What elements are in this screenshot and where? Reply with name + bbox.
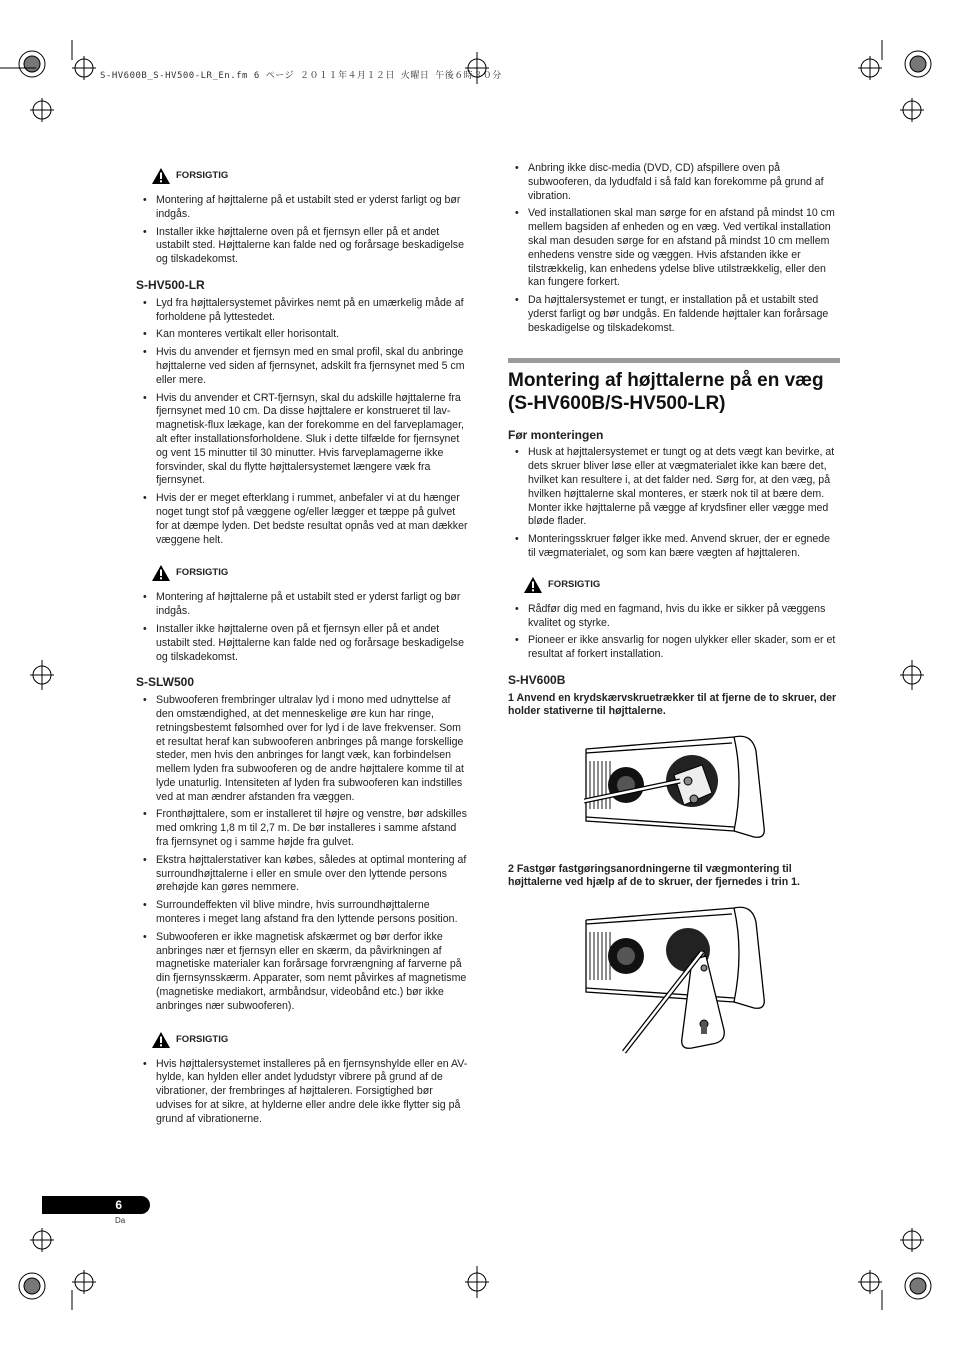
- list-item: • Lyd fra højttalersystemet påvirkes nemt på en umærkelig måde af forholdene på lyttestedet.: [136, 297, 468, 325]
- caution-heading: [524, 577, 840, 593]
- list-item: • Rådfør dig med en fagmand, hvis du ikke er sikker på væggens kvalitet og styrke.: [508, 603, 840, 631]
- list-item: • Fronthøjttalere, som er installeret til højre og venstre, bør adskilles med omkring 1,8 m til 2,7 m. De bør installeres i samme afstand fra fjernsynet og i samme højde fra gulvet.: [136, 808, 468, 849]
- list-item: • Montering af højttalerne på et ustabilt sted er yderst farligt og bør indgås.: [136, 591, 468, 619]
- bullet-list: [136, 297, 468, 548]
- section-title-line: (S-HV600B/S-HV500-LR): [508, 392, 726, 414]
- caution-list: [136, 591, 468, 664]
- step-1: 1 Anvend en krydskærvskruetrækker til at fjerne de to skruer, der holder stativerne til højttalerne.: [508, 691, 837, 718]
- section-heading: S-SLW500: [136, 675, 195, 690]
- list-item: • Husk at højttalersystemet er tungt og at dets vægt kan bevirke, at dets skruer bliver løse eller at vægmaterialet ikke kan bære det, hvilket kan resultere i, at det falder ned. Sørg for, at den væg, på hvilken højttalerne skal monteres, er stærk nok til at bære dem. Monter ikke højttalerne på vægge af krydsfiner eller vægge med bløde flader.: [508, 446, 840, 529]
- caution-list: [508, 603, 840, 662]
- caution-heading: [152, 168, 468, 184]
- caution-label: FORSIGTIG: [176, 567, 229, 579]
- list-item: • Hvis du anvender et fjernsyn med en smal profil, skal du anbringe højttalerne ved siden af fjernsynet, adskilt fra fjernsynet med 5 cm eller mere.: [136, 346, 468, 387]
- list-item: • Installer ikke højttalerne oven på et fjernsyn eller på et andet ustabilt sted. Højttalerne kan falde ned og forårsage beskadigelse og tilskadekomst.: [136, 623, 468, 664]
- wall-bracket-attach-illustration: [584, 902, 766, 1062]
- section-rule: [508, 358, 840, 363]
- caution-label: FORSIGTIG: [548, 578, 601, 590]
- caution-label: FORSIGTIG: [176, 1033, 229, 1045]
- left-column: [136, 168, 468, 1139]
- caution-heading: [152, 565, 468, 581]
- list-item: • Monteringsskruer følger ikke med. Anvend skruer, der er egnede til vægmaterialet, og som kan bære vægten af højttaleren.: [508, 533, 840, 561]
- section-heading: Før monteringen: [508, 427, 604, 442]
- list-item: • Subwooferen er ikke magnetisk afskærmet og bør derfor ikke anbringes nær et fjernsyn eller en skærm, da påvirkningen af magnetiske materialer kan forårsage forvrængning af farverne på din fjernsynsskærm. Apparater, som nemt påvirkes af magnetisme (magnetiske mediakort, armbåndsur, videobånd etc.) bør ikke anbringes nær subwooferen).: [136, 931, 468, 1014]
- list-item: • Hvis højttalersystemet installeres på en fjernsynshylde eller en AV-hylde, kan hylden eller andet lydudstyr vibrere på grund af de vibrationer, der frembringes af højttaleren. Forsigtighed bør udvises for at sikre, at hylderne eller andre dele ikke flytter sig på grund af vibrationerne.: [136, 1058, 468, 1127]
- list-item: • Ekstra højttalerstativer kan købes, således at optimal montering af surroundhøjttalerne i eller en smule over den lyttende persons ørehøjde kan gøres nemmere.: [136, 854, 468, 895]
- section-title-line: Montering af højttalerne på en væg: [508, 369, 824, 391]
- caution-heading: [152, 1032, 468, 1048]
- warning-icon: [152, 168, 170, 184]
- bullet-list: [136, 694, 468, 1014]
- warning-icon: [152, 1032, 170, 1048]
- print-header: S-HV600B_S-HV500-LR_En.fm 6 ページ ２０１１年４月１２日 火曜日 午後６時３０分: [100, 71, 502, 81]
- list-item: • Ved installationen skal man sørge for en afstand på mindst 10 cm mellem bagsiden af enheden og en væg. Ved vertikal installation skal man desuden sørge for en afstand på mindst 10 cm mellem enhedens venstre side og væggen. Hvis afstanden ikke er tilstrækkelig, kan enhedens ydelse blive utilstrækkelig, eller den kan fungere forkert.: [508, 207, 840, 290]
- list-item: • Da højttalersystemet er tungt, er installation på et ustabilt sted yderst farligt og bør undgås. En faldende højttaler kan forårsage beskadigelse og tilskadekomst.: [508, 294, 840, 335]
- page-number: 6: [115, 1198, 122, 1212]
- section-heading: S-HV600B: [508, 672, 566, 687]
- caution-label: FORSIGTIG: [176, 170, 229, 182]
- list-item: • Hvis der er meget efterklang i rummet, anbefaler vi at du hænger noget tungt stof på væggene og/eller lægger et tæppe på gulvet for at dæmpe lyden. Det bedste resultat opnås ved at man dækker væggene helt.: [136, 492, 468, 547]
- caution-list: [136, 194, 468, 267]
- page-number-tab: [42, 1196, 150, 1214]
- list-item: • Montering af højttalerne på et ustabilt sted er yderst farligt og bør indgås.: [136, 194, 468, 222]
- caution-list: [136, 1058, 468, 1127]
- warning-icon: [524, 577, 542, 593]
- list-item: • Anbring ikke disc-media (DVD, CD) afspillere oven på subwooferen, da lydudfald i så fald kan forekomme på grund af vibration.: [508, 162, 840, 203]
- page-language-code: Da: [115, 1216, 126, 1225]
- list-item: • Subwooferen frembringer ultralav lyd i mono med udnyttelse af den omstændighed, at det menneskelige øre kun har ringe, retningsbestemt følsomhed over for lyd i de lave frekvenser. Som et resultat heraf kan subwooferen anbringes på mange forskellige steder, men hvis den anbringes for langt væk, kan forbindelsen mellem lyden fra subwooferen og de andre højttalere komme til at lyde unaturlig. Intensiteten af lyden fra subwooferen kan indstilles ved at man ændrer afstanden fra væggen.: [136, 694, 468, 804]
- bullet-list: [508, 162, 840, 336]
- right-column: [508, 162, 840, 1084]
- list-item: • Pioneer er ikke ansvarlig for nogen ulykker eller skader, som er et resultat af forkert installation.: [508, 634, 840, 662]
- list-item: • Surroundeffekten vil blive mindre, hvis surroundhøjttalerne monteres i meget lang afstand fra den lyttende persons position.: [136, 899, 468, 927]
- warning-icon: [152, 565, 170, 581]
- bullet-list: [508, 446, 840, 560]
- section-title: [508, 369, 840, 415]
- list-item: • Installer ikke højttalerne oven på et fjernsyn eller på et andet ustabilt sted. Højttalerne kan falde ned og forårsage beskadigelse og tilskadekomst.: [136, 226, 468, 267]
- list-item: • Hvis du anvender et CRT-fjernsyn, skal du adskille højttalerne fra fjernsynet med 10 cm. Da disse højttalere er konstrueret til lav-magnetisk-flux lækage, kan der forekomme en del farveplamager, alt efter installationsforholdene. Sluk i dette tilfælde for fjernsynet og vent 15 minutter til 30 minutter. Hvis farveplamagerne ikke forsvinder, skal du flytte højttalersystemet længere væk fra fjernsynet.: [136, 392, 468, 489]
- speaker-screw-removal-illustration: [584, 731, 766, 841]
- step-2: 2 Fastgør fastgøringsanordningerne til vægmontering til højttalerne ved hjælp af de to skruer, der fjernedes i trin 1.: [508, 862, 800, 889]
- list-item: • Kan monteres vertikalt eller horisontalt.: [136, 328, 468, 342]
- section-heading: S-HV500-LR: [136, 277, 205, 292]
